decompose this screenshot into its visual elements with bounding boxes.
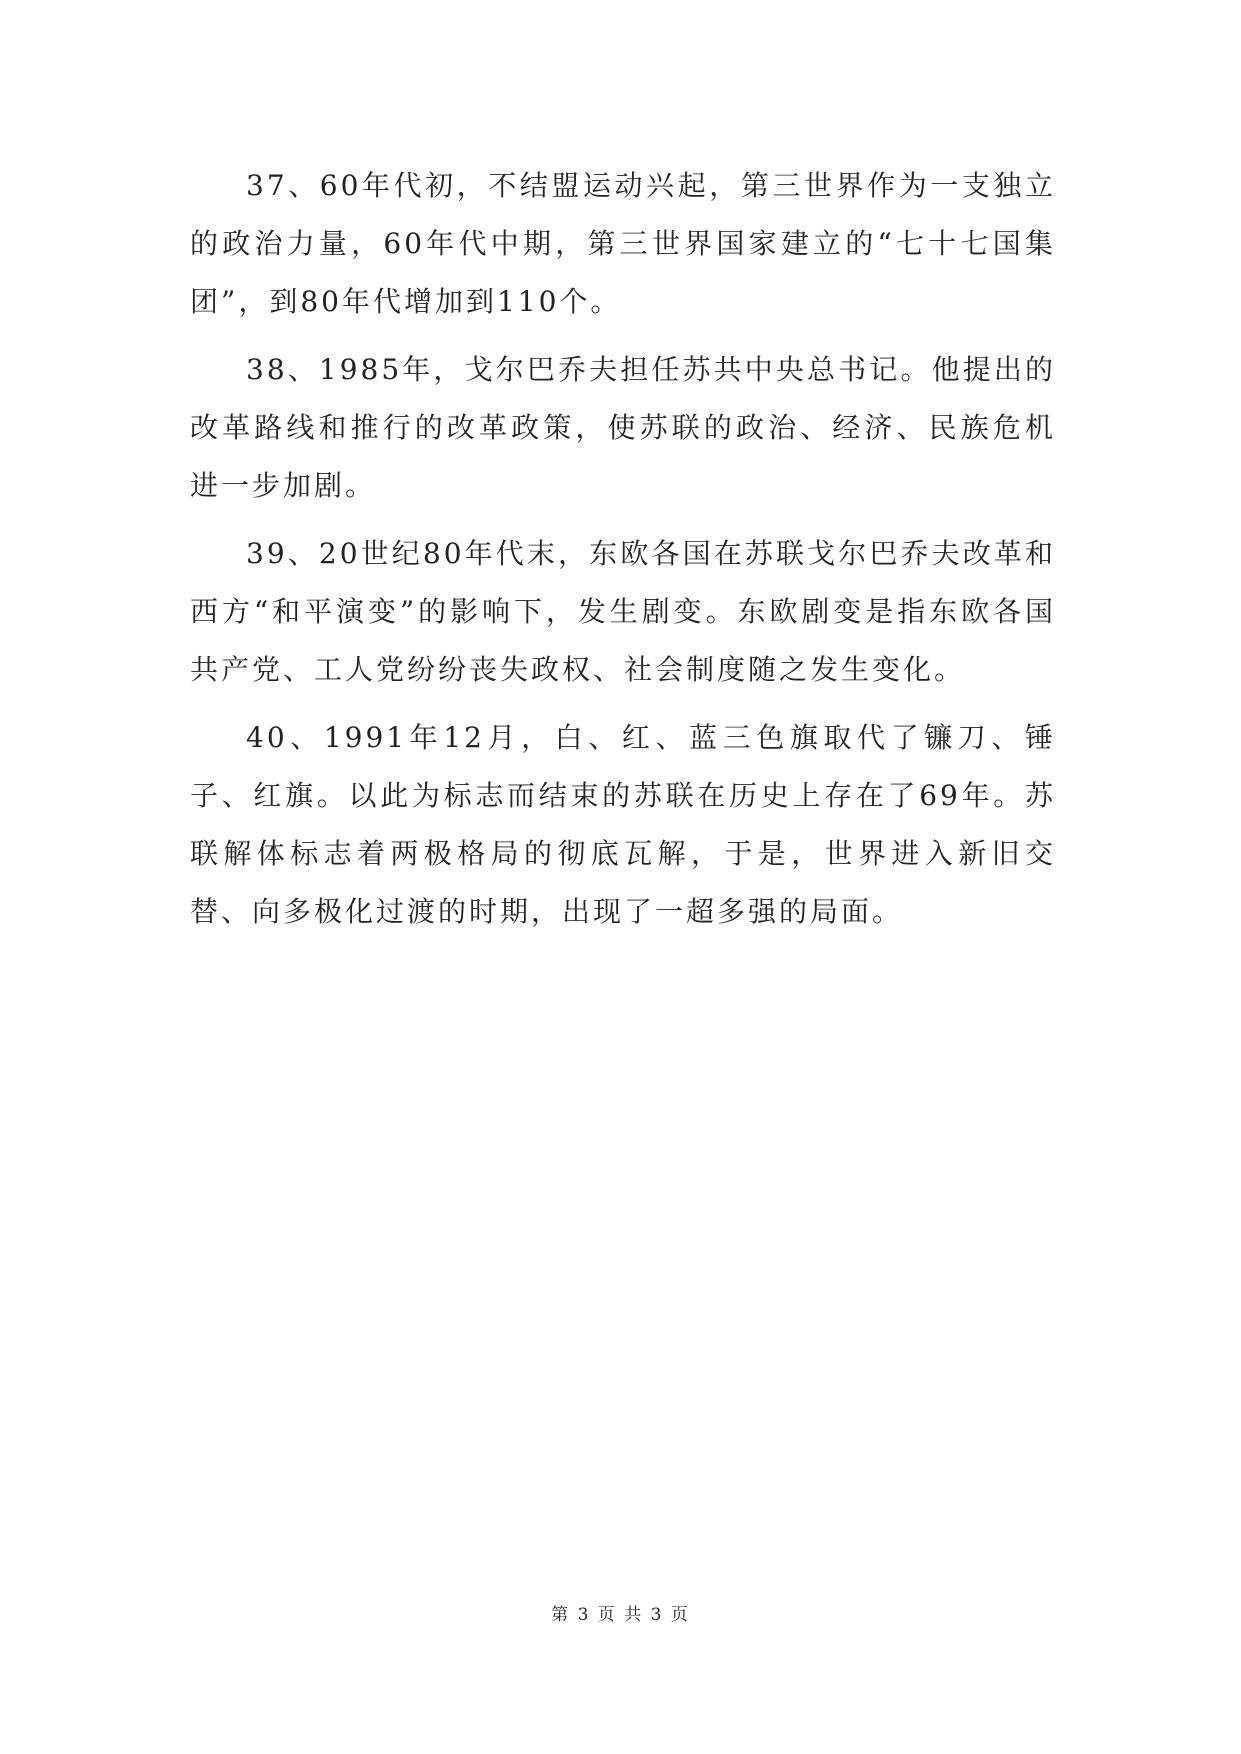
paragraph-38: 38、1985年，戈尔巴乔夫担任苏共中央总书记。他提出的改革路线和推行的改革政策，使苏联的政治、经济、民族危机进一步加剧。 (190, 353, 1056, 502)
footer-prefix: 第 (551, 1605, 571, 1625)
document-body (190, 157, 1056, 951)
page-footer (0, 1600, 1241, 1625)
footer-middle: 页 共 (597, 1605, 644, 1625)
footer-current-page: 3 (577, 1605, 591, 1625)
footer-suffix: 页 (670, 1605, 690, 1625)
paragraph-37: 37、60年代初，不结盟运动兴起，第三世界作为一支独立的政治力量，60年代中期，第三世界国家建立的“七十七国集团”，到80年代增加到110个。 (190, 169, 1056, 318)
paragraph-40: 40、1991年12月，白、红、蓝三色旗取代了镰刀、锤子、红旗。以此为标志而结束的苏联在历史上存在了69年。苏联解体标志着两极格局的彻底瓦解，于是，世界进入新旧交替、向多极化过渡的时期，出现了一超多强的局面。 (190, 721, 1056, 928)
paragraph-39: 39、20世纪80年代末，东欧各国在苏联戈尔巴乔夫改革和西方“和平演变”的影响下，发生剧变。东欧剧变是指东欧各国共产党、工人党纷纷丧失政权、社会制度随之发生变化。 (190, 537, 1056, 686)
footer-total-pages: 3 (650, 1605, 664, 1625)
